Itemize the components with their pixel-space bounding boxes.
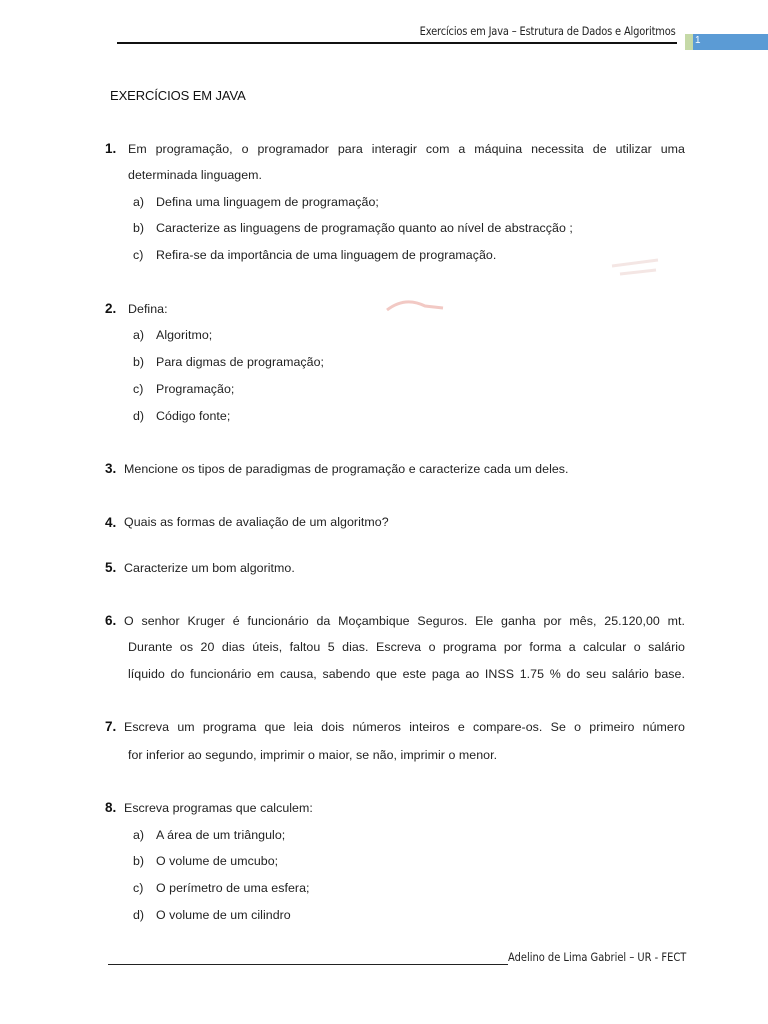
exercise-2-item-a-letter: a): [133, 328, 145, 342]
watermark-mark-2: [610, 258, 660, 286]
exercise-7-number: 7.: [105, 719, 117, 734]
exercise-8-item-d: O volume de um cilindro: [156, 908, 291, 922]
exercise-4-line-1: Quais as formas de avaliação de um algoritmo?: [124, 515, 389, 529]
exercise-8-item-b: O volume de umcubo;: [156, 854, 279, 868]
exercise-1-item-b-letter: b): [133, 221, 145, 235]
page-number: 1: [695, 35, 701, 46]
exercise-1-number: 1.: [105, 141, 117, 156]
exercise-8-item-b-letter: b): [133, 854, 145, 868]
exercise-8-number: 8.: [105, 800, 117, 815]
exercise-6-line-2: Durante os 20 dias úteis, faltou 5 dias. Escreva o programa por forma a calcular o salário: [128, 640, 685, 654]
exercise-5-line-1: Caracterize um bom algoritmo.: [124, 561, 295, 575]
exercise-8-item-a-letter: a): [133, 828, 145, 842]
document-title: EXERCÍCIOS EM JAVA: [110, 88, 246, 103]
exercise-6-number: 6.: [105, 613, 117, 628]
exercise-8-item-c: O perímetro de uma esfera;: [156, 881, 310, 895]
exercise-1-item-a-letter: a): [133, 195, 145, 209]
exercise-6-line-1: O senhor Kruger é funcionário da Moçambique Seguros. Ele ganha por mês, 25.120,00 mt.: [124, 614, 685, 628]
exercise-2-line-1: Defina:: [128, 302, 168, 316]
header-title: Exercícios em Java – Estrutura de Dados e Algoritmos: [420, 24, 676, 38]
exercise-2-item-c: Programação;: [156, 382, 235, 396]
footer-author: Adelino de Lima Gabriel – UR - FECT: [507, 950, 686, 964]
exercise-1-line-2: determinada linguagem.: [128, 168, 263, 182]
exercise-2-item-c-letter: c): [133, 382, 144, 396]
exercise-2-item-d: Código fonte;: [156, 409, 231, 423]
exercise-8-item-d-letter: d): [133, 908, 145, 922]
exercise-1-item-b: Caracterize as linguagens de programação quanto ao nível de abstracção ;: [156, 221, 573, 235]
exercise-8-line-1: Escreva programas que calculem:: [124, 801, 313, 815]
exercise-1-item-a: Defina uma linguagem de programação;: [156, 195, 379, 209]
page-number-badge: [685, 34, 768, 50]
footer-rule: [108, 964, 508, 965]
exercise-3-number: 3.: [105, 461, 117, 476]
exercise-6-line-3: líquido do funcionário em causa, sabendo que este paga ao INSS 1.75 % do seu salário base.: [128, 667, 685, 681]
exercise-2-item-d-letter: d): [133, 409, 145, 423]
exercise-7-line-1: Escreva um programa que leia dois números inteiros e compare-os. Se o primeiro número: [124, 720, 685, 734]
exercise-7-line-2: for inferior ao segundo, imprimir o maior, se não, imprimir o menor.: [128, 748, 498, 762]
exercise-8-item-a: A área de um triângulo;: [156, 828, 286, 842]
exercise-8-item-c-letter: c): [133, 881, 144, 895]
exercise-2-item-b-letter: b): [133, 355, 145, 369]
exercise-5-number: 5.: [105, 560, 117, 575]
exercise-2-item-b: Para digmas de programação;: [156, 355, 325, 369]
exercise-1-item-c-letter: c): [133, 248, 144, 262]
exercise-1-item-c: Refira-se da importância de uma linguagem de programação.: [156, 248, 497, 262]
header-rule: [117, 42, 677, 44]
watermark-mark: [385, 294, 445, 312]
exercise-2-item-a: Algoritmo;: [156, 328, 213, 342]
exercise-4-number: 4.: [105, 515, 117, 530]
exercise-1-line-1: Em programação, o programador para interagir com a máquina necessita de utilizar uma: [128, 142, 685, 156]
exercise-2-number: 2.: [105, 301, 117, 316]
exercise-3-line-1: Mencione os tipos de paradigmas de programação e caracterize cada um deles.: [124, 462, 569, 476]
